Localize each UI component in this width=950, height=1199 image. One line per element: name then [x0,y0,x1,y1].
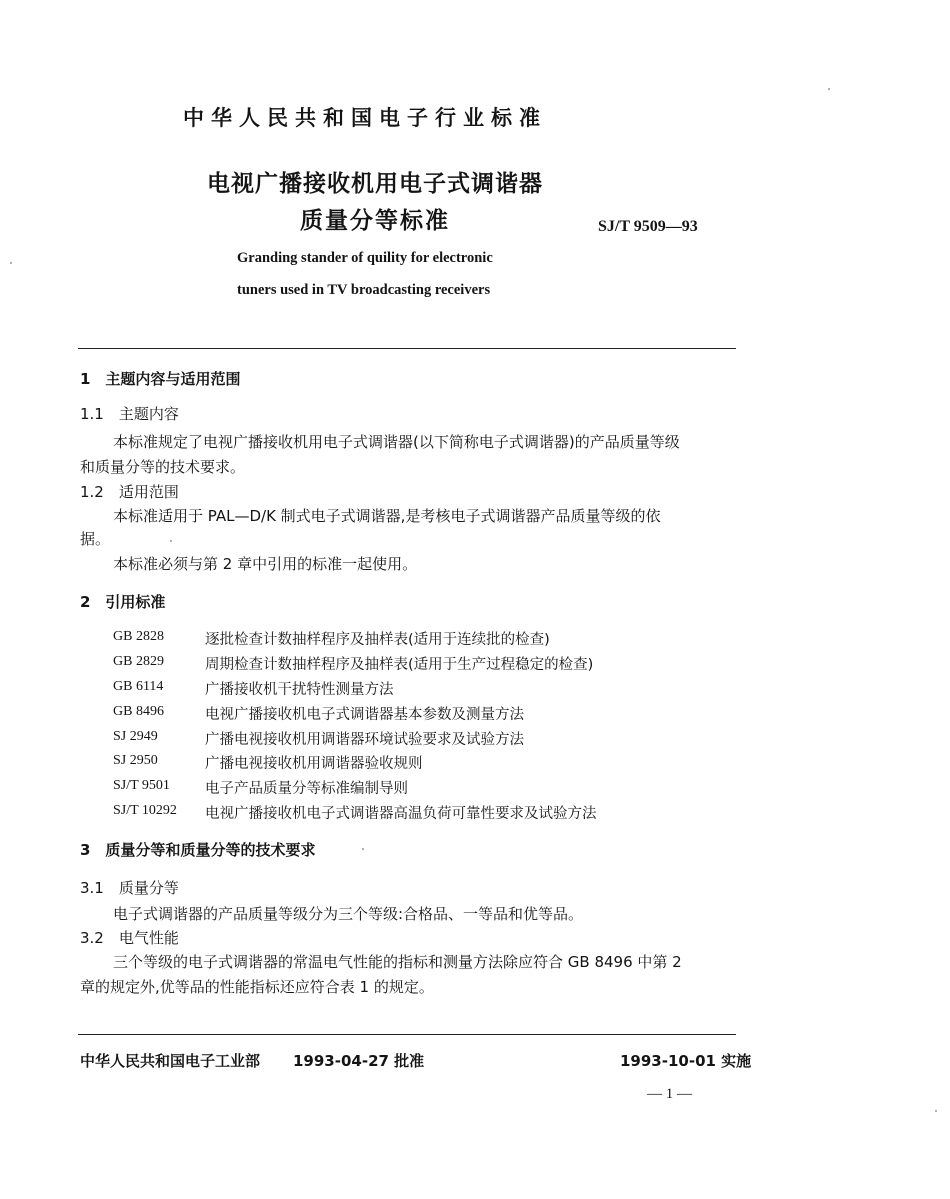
section-3-2-paragraph-line1: 三个等级的电子式调谐器的常温电气性能的指标和测量方法除应符合 GB 8496 中第 2 [113,953,682,971]
reference-title: 电子产品质量分等标准编制导则 [205,781,408,797]
industry-standard-heading: 中华人民共和国电子行业标准 [183,106,547,130]
reference-code: SJ/T 9501 [113,778,170,793]
english-title-line1: Granding stander of quility for electronic [237,250,493,266]
header-divider [78,348,736,349]
reference-code: GB 6114 [113,679,164,694]
scan-speck [362,848,364,850]
section-3-2-heading: 3.2 电气性能 [80,929,179,947]
document-title-line1: 电视广播接收机用电子式调谐器 [207,171,543,197]
english-title-line2: tuners used in TV broadcasting receivers [237,282,491,298]
reference-title: 逐批检查计数抽样程序及抽样表(适用于连续批的检查) [205,632,550,648]
standard-number: SJ/T 9509—93 [598,218,698,235]
section-3-2-paragraph-line2: 章的规定外,优等品的性能指标还应符合表 1 的规定。 [80,978,434,996]
reference-title: 周期检查计数抽样程序及抽样表(适用于生产过程稳定的检查) [205,657,594,673]
implementation-date: 1993-10-01 实施 [620,1052,752,1070]
reference-code: SJ 2950 [113,753,158,768]
section-1-2-heading: 1.2 适用范围 [80,483,179,501]
section-2-heading: 2 引用标准 [80,593,166,611]
reference-title: 广播接收机干扰特性测量方法 [205,682,394,698]
reference-code: SJ/T 10292 [113,803,177,818]
section-3-1-heading: 3.1 质量分等 [80,879,179,897]
reference-code: GB 8496 [113,704,164,719]
section-1-1-paragraph-line1: 本标准规定了电视广播接收机用电子式调谐器(以下简称电子式调谐器)的产品质量等级 [113,433,680,451]
reference-title: 广播电视接收机用调谐器验收规则 [205,756,423,772]
scan-speck [10,262,12,264]
section-1-2-paragraph1-line2: 据。 [80,530,111,548]
reference-title: 电视广播接收机电子式调谐器高温负荷可靠性要求及试验方法 [205,806,597,822]
section-3-heading: 3 质量分等和质量分等的技术要求 [80,841,316,859]
document-title-line2: 质量分等标准 [300,208,450,234]
section-1-heading: 1 主题内容与适用范围 [80,370,241,388]
section-1-1-paragraph-line2: 和质量分等的技术要求。 [80,458,246,476]
approval-date: 1993-04-27 批准 [293,1052,425,1070]
section-1-2-paragraph2: 本标准必须与第 2 章中引用的标准一起使用。 [113,555,418,573]
reference-code: GB 2828 [113,629,164,644]
footer-divider [78,1034,736,1035]
reference-title: 电视广播接收机电子式调谐器基本参数及测量方法 [205,707,524,723]
page-number: — 1 — [647,1086,692,1102]
scan-speck [828,88,830,90]
issuing-authority: 中华人民共和国电子工业部 [80,1052,261,1070]
section-1-2-paragraph1-line1: 本标准适用于 PAL—D/K 制式电子式调谐器,是考核电子式调谐器产品质量等级的依 [113,507,661,525]
section-3-1-paragraph: 电子式调谐器的产品质量等级分为三个等级:合格品、一等品和优等品。 [113,905,584,923]
scan-speck [170,540,172,542]
section-1-1-heading: 1.1 主题内容 [80,405,179,423]
reference-title: 广播电视接收机用调谐器环境试验要求及试验方法 [205,732,524,748]
scan-speck [935,1110,937,1112]
reference-code: SJ 2949 [113,729,158,744]
reference-code: GB 2829 [113,654,164,669]
